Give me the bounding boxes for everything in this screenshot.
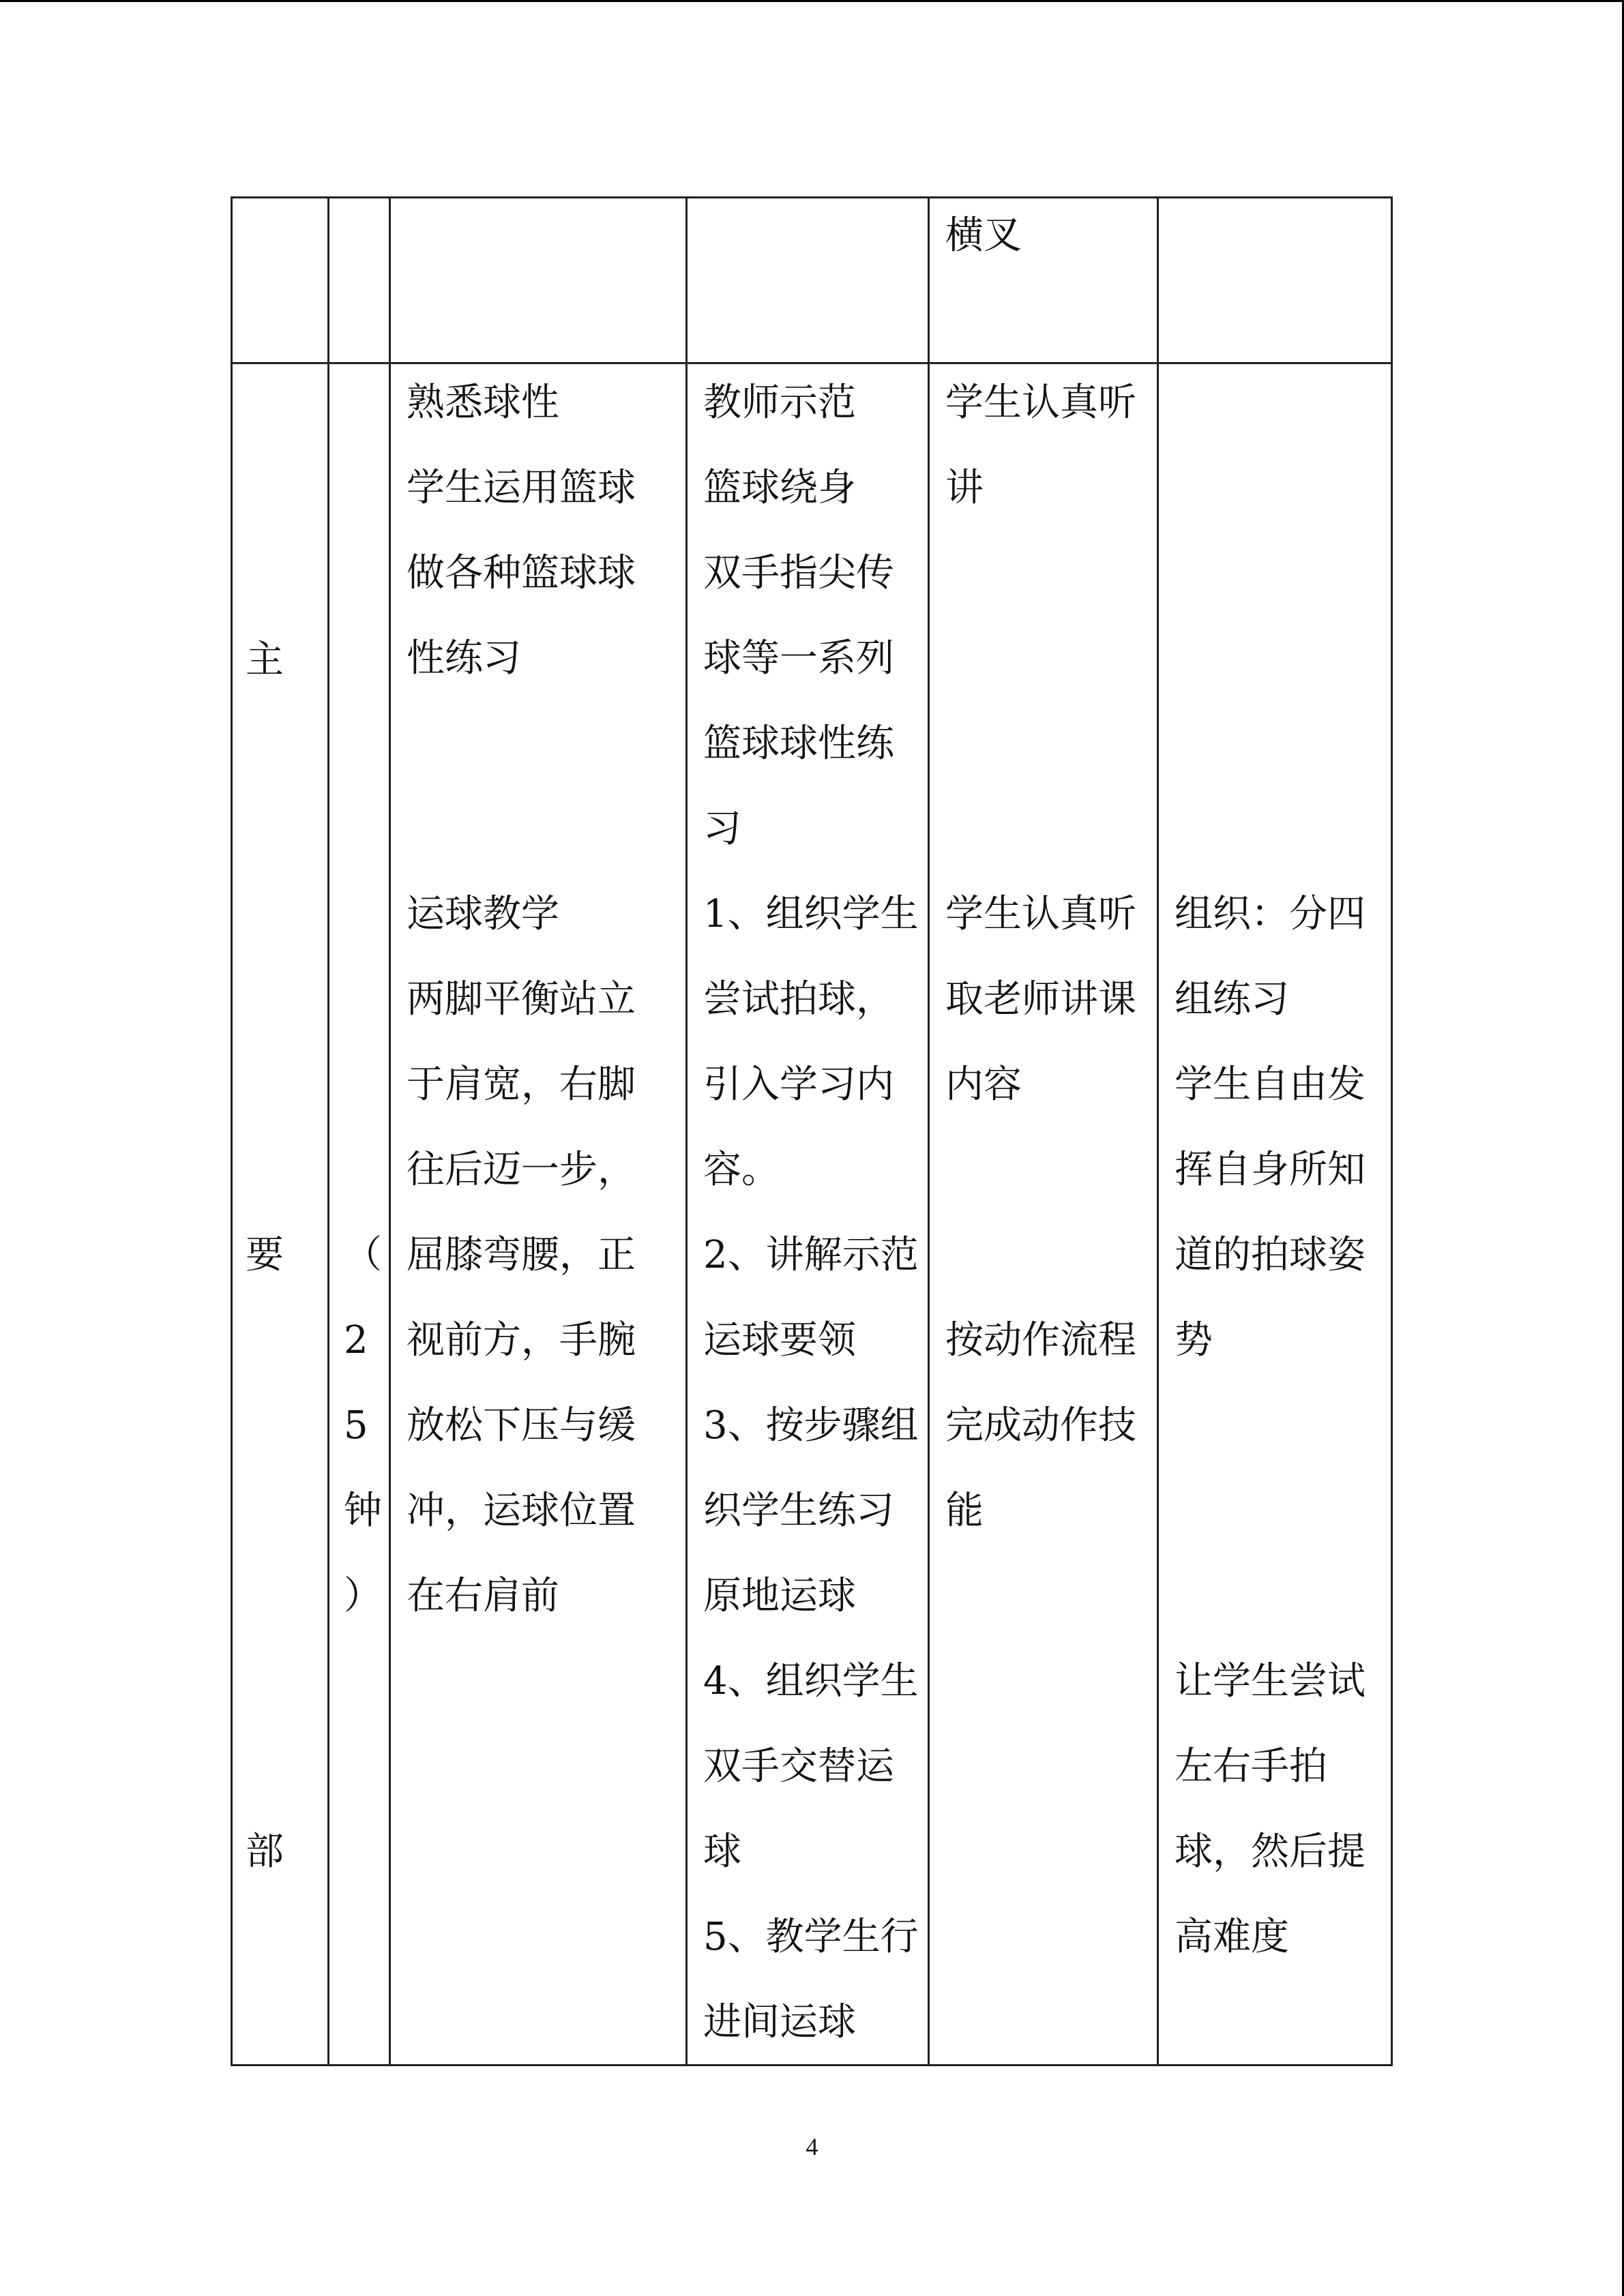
cell-text-line: 视前方，手腕 — [407, 1318, 636, 1362]
cell-text-line: 完成动作技 — [945, 1403, 1136, 1448]
section-char: 主 — [246, 638, 284, 682]
table-rule-col — [685, 196, 688, 2066]
table-rule-col — [231, 196, 233, 2066]
cell-text-line: 组织：分四 — [1175, 892, 1365, 936]
cell-text-line: 高难度 — [1175, 1915, 1289, 1959]
cell-text-line: 左右手拍 — [1175, 1744, 1327, 1789]
cell-text-line: 学生认真听 — [945, 892, 1136, 936]
cell-text-line: 学生自由发 — [1175, 1062, 1365, 1107]
cell-text-line: 势 — [1175, 1318, 1213, 1362]
cell-text-line: 在右肩前 — [407, 1574, 559, 1618]
cell-text-line: 组练习 — [1175, 977, 1289, 1022]
cell-text-line: 内容 — [945, 1062, 1022, 1107]
cell-text-line: 双手指尖传 — [703, 551, 894, 595]
time-char: 5 — [344, 1403, 368, 1448]
page-top-edge — [0, 0, 1624, 2]
cell-text-line: 让学生尝试 — [1175, 1659, 1365, 1703]
cell-text-line: 放松下压与缓 — [407, 1403, 636, 1448]
cell-text-line: 尝试拍球， — [703, 977, 894, 1022]
cell-text-line: 往后迈一步， — [407, 1148, 636, 1192]
cell-text-line: 运球教学 — [407, 892, 559, 936]
cell-text-line: 3、按步骤组 — [703, 1403, 919, 1448]
table-rule-col — [327, 196, 329, 2066]
cell-text-line: 运球要领 — [703, 1318, 856, 1362]
cell-text-line: 引入学习内 — [703, 1062, 894, 1107]
cell-text-line: 做各种篮球球 — [407, 551, 636, 595]
cell-text-line: 按动作流程 — [945, 1318, 1136, 1362]
cell-text-line: 两脚平衡站立 — [407, 977, 636, 1022]
cell-text-line: 于肩宽，右脚 — [407, 1062, 636, 1107]
cell-text-line: 道的拍球姿 — [1175, 1233, 1365, 1277]
cell-text-line: 学生运用篮球 — [407, 466, 636, 510]
cell-text-line: 容。 — [703, 1148, 780, 1192]
cell-text-line: 球 — [703, 1830, 741, 1874]
table-rule-col — [928, 196, 930, 2066]
cell-text-line: 2、讲解示范 — [703, 1233, 919, 1277]
cell-text-line: 1、组织学生 — [703, 892, 919, 936]
cell-text-line: 习 — [703, 807, 741, 851]
cell-text-line: 取老师讲课 — [945, 977, 1136, 1022]
cell-text-line: 横叉 — [945, 213, 1022, 258]
time-char: （ — [344, 1233, 382, 1277]
cell-text-line: 4、组织学生 — [703, 1659, 919, 1703]
cell-text-line: 5、教学生行 — [703, 1915, 919, 1959]
time-char: 钟 — [344, 1489, 382, 1533]
cell-text-line: 双手交替运 — [703, 1744, 894, 1789]
cell-text-line: 讲 — [945, 466, 984, 510]
lesson-plan-table — [231, 196, 1393, 2066]
cell-text-line: 球等一系列 — [703, 636, 894, 681]
section-char: 要 — [246, 1233, 284, 1277]
cell-text-line: 织学生练习 — [703, 1489, 894, 1533]
cell-text-line: 篮球球性练 — [703, 721, 894, 766]
cell-text-line: 球，然后提 — [1175, 1830, 1365, 1874]
cell-text-line: 挥自身所知 — [1175, 1148, 1365, 1192]
table-rule-col — [389, 196, 391, 2066]
table-rule-col — [1391, 196, 1393, 2066]
cell-text-line: 原地运球 — [703, 1574, 856, 1618]
cell-text-line: 篮球绕身 — [703, 466, 856, 510]
cell-text-line: 屈膝弯腰，正 — [407, 1233, 636, 1277]
time-char: ） — [344, 1574, 382, 1618]
cell-text-line: 冲，运球位置 — [407, 1489, 636, 1533]
table-rule-top — [231, 196, 1393, 198]
table-rule-bottom — [231, 2064, 1393, 2066]
section-char: 部 — [246, 1830, 284, 1874]
cell-text-line: 熟悉球性 — [407, 381, 559, 425]
page-number: 4 — [806, 2133, 818, 2160]
cell-text-line: 教师示范 — [703, 381, 856, 425]
cell-text-line: 能 — [945, 1489, 984, 1533]
cell-text-line: 学生认真听 — [945, 381, 1136, 425]
cell-text-line: 性练习 — [407, 636, 521, 681]
table-rule-col — [1157, 196, 1159, 2066]
time-char: 2 — [344, 1318, 368, 1362]
cell-text-line: 进间运球 — [703, 2000, 856, 2044]
table-rule-row — [231, 362, 1393, 364]
